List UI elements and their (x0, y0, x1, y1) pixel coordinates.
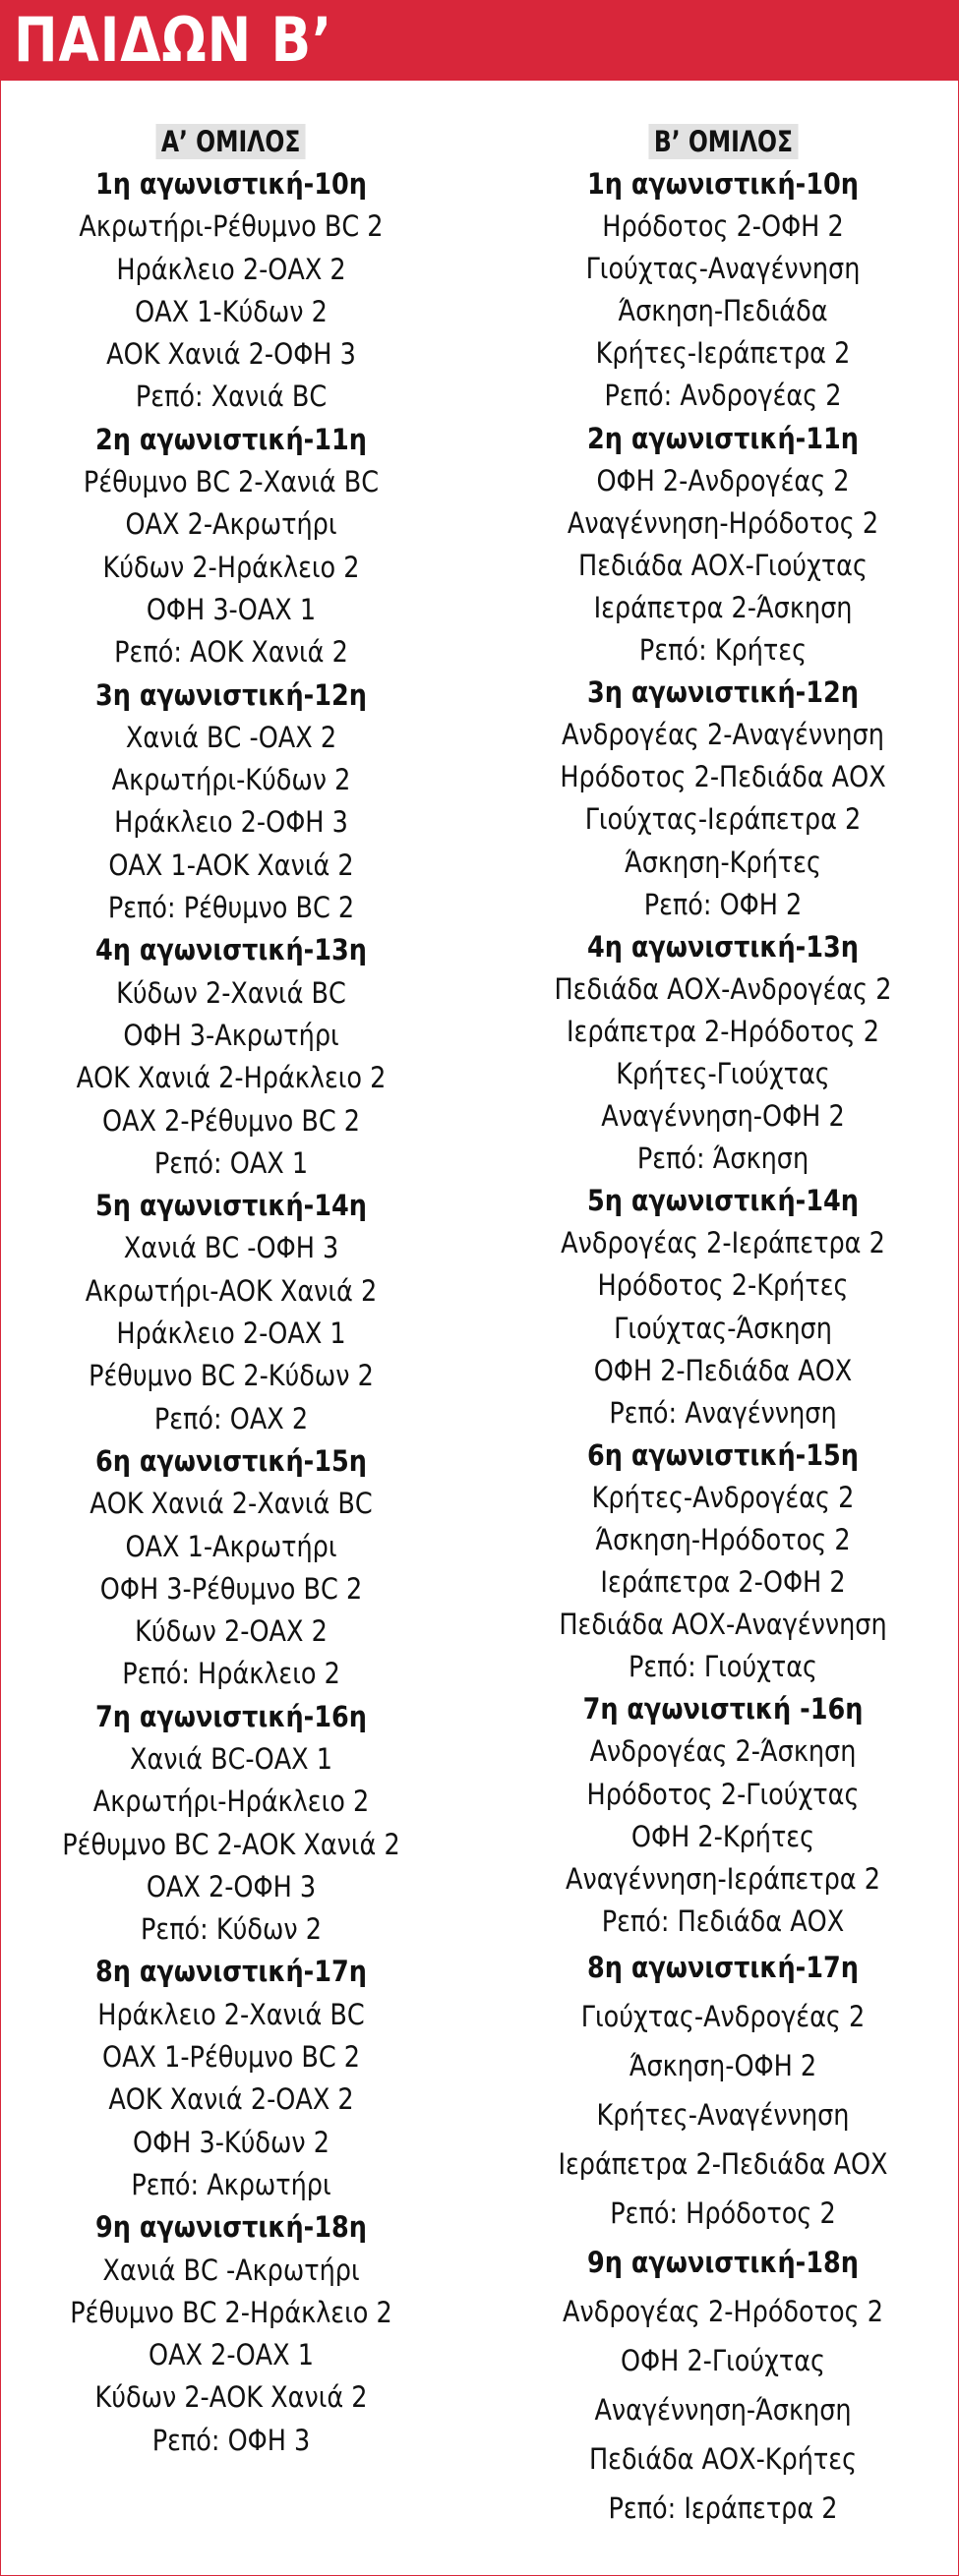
match-line: Ηρόδοτος 2-Πεδιάδα ΑΟΧ (560, 760, 886, 794)
header-banner (0, 0, 959, 81)
bye-line: Ρεπό: Άσκηση (636, 1142, 809, 1176)
match-line: Γιούχτας-Άσκηση (614, 1311, 832, 1345)
match-line: Αναγέννηση-Ιεράπετρα 2 (566, 1861, 880, 1896)
match-line: Κύδων 2-ΟΑΧ 2 (135, 1614, 328, 1649)
group-a-heading: Α’ ΟΜΙΛΟΣ (156, 124, 306, 159)
page-title: ΠΑΙΔΩΝ Β’ (14, 4, 333, 76)
match-line: ΟΑΧ 1-Κύδων 2 (135, 294, 328, 328)
match-line: Ακρωτήρι-Ρέθυμνο ΒC 2 (79, 209, 384, 244)
match-line: ΟΑΧ 2-ΟΑΧ 1 (149, 2338, 314, 2372)
match-line: Αναγέννηση-Ηρόδοτος 2 (567, 505, 879, 540)
bye-line: Ρεπό: Ανδρογέας 2 (604, 379, 842, 413)
match-line: ΑΟΚ Χανιά 2-ΟΑΧ 2 (108, 2082, 354, 2117)
bye-line: Ρεπό: Χανιά ΒC (135, 380, 328, 414)
match-line: Ηράκλειο 2-ΟΦΗ 3 (114, 805, 348, 840)
match-line: Ηράκλειο 2-ΟΑΧ 1 (116, 1317, 346, 1351)
match-line: Ηρόδοτος 2-ΟΦΗ 2 (602, 209, 844, 244)
bye-line: Ρεπό: Ακρωτήρι (131, 2167, 331, 2201)
match-line: Χανιά ΒC -Ακρωτήρι (102, 2253, 360, 2287)
match-line: Ιεράπετρα 2-Ηρόδοτος 2 (567, 1014, 879, 1048)
match-line: ΑΟΚ Χανιά 2-ΟΦΗ 3 (106, 337, 356, 372)
match-line: Άσκηση-ΟΦΗ 2 (629, 2048, 817, 2082)
match-line: Γιούχτας-Αναγέννηση (585, 252, 861, 286)
match-line: ΟΦΗ 3-Ακρωτήρι (123, 1018, 339, 1052)
group-b-column (507, 124, 939, 2533)
round-title: 7η αγωνιστική -16η (582, 1692, 864, 1727)
round-title: 3η αγωνιστική-12η (95, 677, 367, 712)
match-line: Ιεράπετρα 2-ΟΦΗ 2 (600, 1565, 846, 1600)
round-title: 6η αγωνιστική-15η (95, 1443, 367, 1478)
match-line: Κύδων 2-Χανιά ΒC (116, 975, 346, 1010)
round-title: 8η αγωνιστική-17η (95, 1955, 367, 1989)
match-line: ΟΦΗ 3-Ρέθυμνο ΒC 2 (99, 1571, 363, 1606)
round-title: 1η αγωνιστική-10η (587, 167, 859, 201)
round-title: 4η αγωνιστική-13η (587, 929, 859, 964)
match-line: Χανιά ΒC -ΟΦΗ 3 (123, 1231, 339, 1265)
match-line: ΟΦΗ 2-Πεδιάδα ΑΟΧ (593, 1353, 853, 1387)
match-line: Κύδων 2-ΑΟΚ Χανιά 2 (94, 2380, 368, 2415)
match-line: ΟΦΗ 3-ΟΑΧ 1 (146, 592, 317, 626)
match-line: Ακρωτήρι-ΑΟΚ Χανιά 2 (85, 1273, 378, 1308)
round-title: 5η αγωνιστική-14η (587, 1184, 859, 1218)
bye-line: Ρεπό: Γιούχτας (628, 1650, 818, 1684)
match-line: Κρήτες-Ανδρογέας 2 (591, 1480, 855, 1514)
bye-line: Ρεπό: ΟΦΗ 2 (643, 887, 803, 921)
match-line: Ανδρογέας 2-Άσκηση (589, 1734, 857, 1769)
match-line: Αναγέννηση-ΟΦΗ 2 (601, 1099, 845, 1134)
match-line: Ηρόδοτος 2-Γιούχτας (586, 1777, 860, 1811)
bye-line: Ρεπό: Αναγέννηση (609, 1395, 837, 1430)
match-line: ΑΟΚ Χανιά 2-Ηράκλειο 2 (76, 1061, 387, 1095)
match-line: Πεδιάδα ΑΟΧ-Κρήτες (588, 2441, 858, 2476)
match-line: Άσκηση-Ηρόδοτος 2 (595, 1523, 851, 1556)
match-line: ΟΑΧ 1-ΑΟΚ Χανιά 2 (108, 848, 354, 882)
match-line: Κρήτες-Αναγέννηση (596, 2097, 850, 2132)
match-line: Ηράκλειο 2-Χανιά ΒC (97, 1997, 365, 2031)
round-title: 1η αγωνιστική-10η (95, 167, 367, 201)
match-line: Αναγέννηση-Άσκηση (594, 2392, 852, 2427)
match-line: ΑΟΚ Χανιά 2-Χανιά ΒC (90, 1487, 373, 1521)
match-line: Ρέθυμνο ΒC 2-Ηράκλειο 2 (70, 2295, 392, 2329)
match-line: Πεδιάδα ΑΟΧ-Γιούχτας (577, 548, 868, 582)
group-a-rounds (20, 163, 443, 2462)
match-line: Ανδρογέας 2-Αναγέννηση (562, 718, 884, 752)
match-line: Κύδων 2-Ηράκλειο 2 (102, 550, 360, 584)
bye-line: Ρεπό: ΟΑΧ 1 (153, 1145, 309, 1180)
bye-line: Ρεπό: ΟΦΗ 3 (151, 2423, 311, 2457)
bye-line: Ρεπό: Κύδων 2 (141, 1912, 322, 1947)
round-title: 6η αγωνιστική-15η (587, 1437, 859, 1472)
match-line: Άσκηση-Κρήτες (625, 845, 821, 879)
bye-line: Ρεπό: Ηρόδοτος 2 (610, 2195, 836, 2230)
round-title: 2η αγωνιστική-11η (587, 421, 859, 455)
match-line: Άσκηση-Πεδιάδα (618, 294, 828, 328)
match-line: Πεδιάδα ΑΟΧ-Αναγέννηση (559, 1608, 887, 1642)
match-line: Ανδρογέας 2-Ηρόδοτος 2 (563, 2294, 883, 2328)
match-line: Χανιά ΒC -ΟΑΧ 2 (125, 720, 337, 754)
group-a-column (20, 124, 443, 2462)
group-b-heading: Β’ ΟΜΙΛΟΣ (648, 124, 798, 159)
match-line: Γιούχτας-Ιεράπετρα 2 (584, 802, 862, 837)
bye-line: Ρεπό: ΟΑΧ 2 (153, 1401, 309, 1435)
match-line: Πεδιάδα ΑΟΧ-Ανδρογέας 2 (554, 971, 892, 1006)
match-line: Γιούχτας-Ανδρογέας 2 (580, 1999, 866, 2033)
match-line: ΟΦΗ 2-Ανδρογέας 2 (596, 463, 850, 498)
match-line: ΟΦΗ 2-Κρήτες (630, 1819, 815, 1853)
round-title: 3η αγωνιστική-12η (587, 675, 859, 710)
bye-line: Ρεπό: Ρέθυμνο ΒC 2 (107, 891, 355, 925)
match-line: Κρήτες-Ιεράπετρα 2 (595, 336, 851, 371)
match-line: Ηρόδοτος 2-Κρήτες (597, 1268, 849, 1303)
round-title: 4η αγωνιστική-13η (95, 933, 367, 967)
match-line: Κρήτες-Γιούχτας (616, 1056, 830, 1090)
match-line: ΟΦΗ 2-Γιούχτας (620, 2343, 826, 2377)
round-title: 8η αγωνιστική-17η (587, 1950, 859, 1984)
match-line: Ηράκλειο 2-ΟΑΧ 2 (116, 252, 346, 286)
match-line: ΟΑΧ 2-ΟΦΗ 3 (146, 1869, 317, 1903)
bye-line: Ρεπό: Ηράκλειο 2 (122, 1657, 340, 1691)
match-line: ΟΑΧ 2-Ρέθυμνο ΒC 2 (101, 1103, 361, 1138)
match-line: ΟΑΧ 1-Ακρωτήρι (125, 1529, 337, 1563)
match-line: ΟΑΧ 2-Ακρωτήρι (125, 507, 337, 542)
bye-line: Ρεπό: Ιεράπετρα 2 (608, 2490, 838, 2525)
bye-line: Ρεπό: Κρήτες (638, 633, 808, 668)
match-line: Ακρωτήρι-Ηράκλειο 2 (92, 1785, 370, 1819)
match-line: Ρέθυμνο ΒC 2-ΑΟΚ Χανιά 2 (62, 1827, 400, 1861)
bye-line: Ρεπό: ΑΟΚ Χανιά 2 (114, 635, 348, 670)
match-line: Ακρωτήρι-Κύδων 2 (111, 763, 351, 797)
bye-line: Ρεπό: Πεδιάδα ΑΟΧ (601, 1903, 845, 1938)
round-title: 2η αγωνιστική-11η (95, 422, 367, 456)
round-title: 7η αγωνιστική-16η (95, 1699, 367, 1733)
match-line: Ιεράπετρα 2-Άσκηση (593, 590, 853, 624)
match-line: Χανιά ΒC-ΟΑΧ 1 (129, 1741, 333, 1776)
round-title: 9η αγωνιστική-18η (95, 2210, 367, 2245)
match-line: Ιεράπετρα 2-Πεδιάδα ΑΟΧ (558, 2146, 888, 2181)
match-line: Ανδρογέας 2-Ιεράπετρα 2 (561, 1226, 885, 1260)
group-b-rounds (507, 163, 939, 2533)
match-line: ΟΦΗ 3-Κύδων 2 (132, 2125, 330, 2159)
match-line: Ρέθυμνο ΒC 2-Χανιά ΒC (83, 465, 380, 499)
match-line: ΟΑΧ 1-Ρέθυμνο ΒC 2 (101, 2040, 361, 2075)
round-title: 5η αγωνιστική-14η (95, 1189, 367, 1223)
match-line: Ρέθυμνο ΒC 2-Κύδων 2 (89, 1359, 374, 1393)
round-title: 9η αγωνιστική-18η (587, 2245, 859, 2279)
